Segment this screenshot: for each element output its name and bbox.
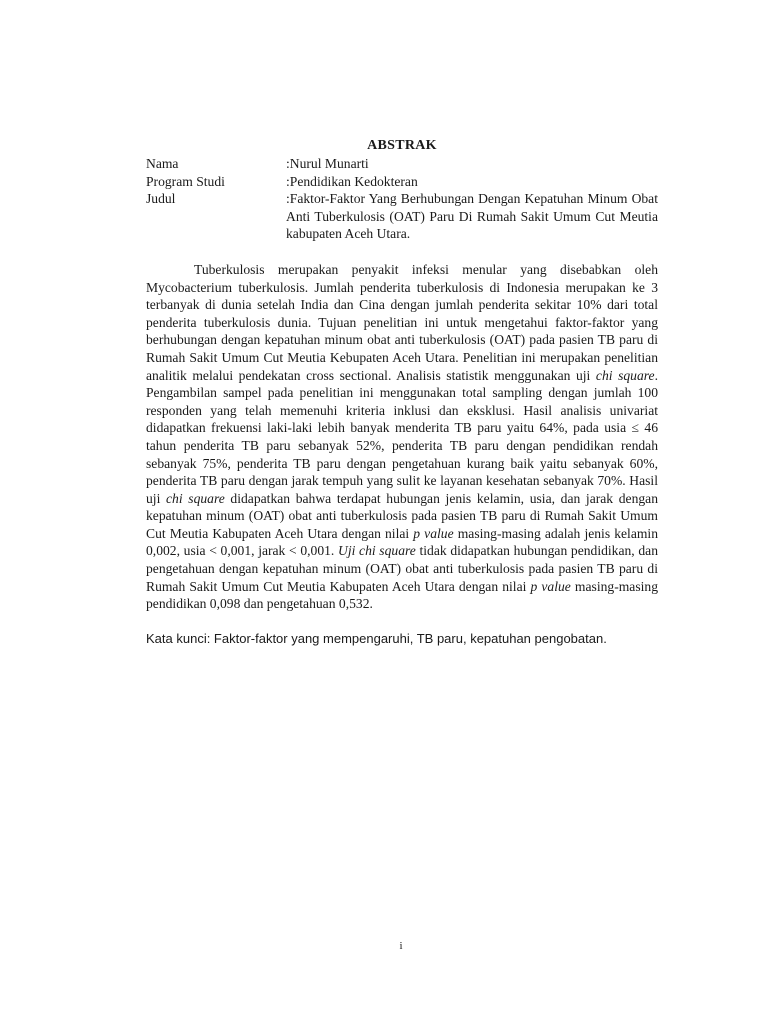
metadata-label: Program Studi (146, 173, 225, 189)
abstract-emphasis: p value (530, 578, 571, 594)
abstract-text: . Pengambilan sampel pada penelitian ini menggunakan total sampling dengan jumlah 100 responden yang telah memenuhi kriteria inklusi dan eksklusi. Hasil analisis univariat didapatkan frekuensi laki-laki lebih banyak menderita TB paru yaitu 64%, pada usia ≤ 46 tahun penderita TB paru sebanyak 52%, penderita TB paru dengan pendidikan rendah sebanyak 75%, penderita TB paru dengan pengetahuan kurang baik yaitu sebanyak 60%, penderita TB paru dengan jarak tempuh yang sulit ke layanan kesehatan sebanyak 70%. Hasil uji (146, 367, 658, 506)
metadata-value: :Pendidikan Kedokteran (286, 173, 418, 189)
abstract-emphasis: chi square (595, 367, 655, 383)
abstract-emphasis: chi square (166, 490, 225, 506)
abstract-text: Tuberkulosis merupakan penyakit infeksi menular yang disebabkan oleh Mycobacterium tuberkulosis. Jumlah penderita tuberkulosis di Indonesia merupakan ke 3 terbanyak di dunia setelah India dan Cina dengan jumlah penderita sekitar 10% dari total penderita tuberkulosis dunia. Tujuan penelitian ini untuk mengetahui faktor-faktor yang berhubungan dengan kepatuhan minum obat anti tuberkulosis (OAT) pada pasien TB paru di Rumah Sakit Umum Cut Meutia Kebupaten Aceh Utara. Penelitian ini merupakan penelitian analitik melalui pendekatan cross sectional. Analisis statistik menggunakan uji (146, 261, 658, 383)
keywords: Kata kunci: Faktor-faktor yang mempengaruhi, TB paru, kepatuhan pengobatan. (146, 630, 607, 646)
metadata-row-judul (146, 190, 658, 243)
metadata-row-program-studi (146, 173, 658, 191)
abstract-text: masing-masing pendidikan 0,098 dan pengetahuan 0,532. (146, 578, 658, 612)
metadata-row-nama (146, 155, 658, 173)
metadata-table (146, 155, 658, 243)
metadata-value: :Faktor-Faktor Yang Berhubungan Dengan Kepatuhan Minum Obat Anti Tuberkulosis (OAT) Paru Di Rumah Sakit Umum Cut Meutia kabupaten Aceh Utara. (286, 191, 658, 242)
document-title: ABSTRAK (367, 138, 437, 153)
metadata-value: :Nurul Munarti (286, 156, 369, 171)
abstract-text: didapatkan bahwa terdapat hubungan jenis kelamin, usia, dan jarak dengan kepatuhan minum (OAT) obat anti tuberkulosis pada pasien TB paru di Rumah Sakit Umum Cut Meutia Kabupaten Aceh Utara dengan nilai (146, 490, 659, 541)
metadata-label: Nama (146, 156, 179, 171)
abstract-text: tidak didapatkan hubungan pendidikan, dan pengetahuan dengan kepatuhan minum (OAT) obat anti tuberkulosis pada pasien TB paru di Rumah Sakit Umum Cut Meutia Kabupaten Aceh Utara dengan nilai (146, 543, 658, 594)
abstract-emphasis: p value (413, 525, 454, 541)
abstract-paragraph (146, 261, 658, 613)
abstract-text: masing-masing adalah jenis kelamin 0,002, usia < 0,001, jarak < 0,001. (146, 525, 659, 559)
page-number: i (399, 940, 403, 952)
metadata-label: Judul (146, 191, 176, 207)
abstract-emphasis: Uji chi square (338, 543, 416, 559)
document-page (146, 137, 658, 647)
